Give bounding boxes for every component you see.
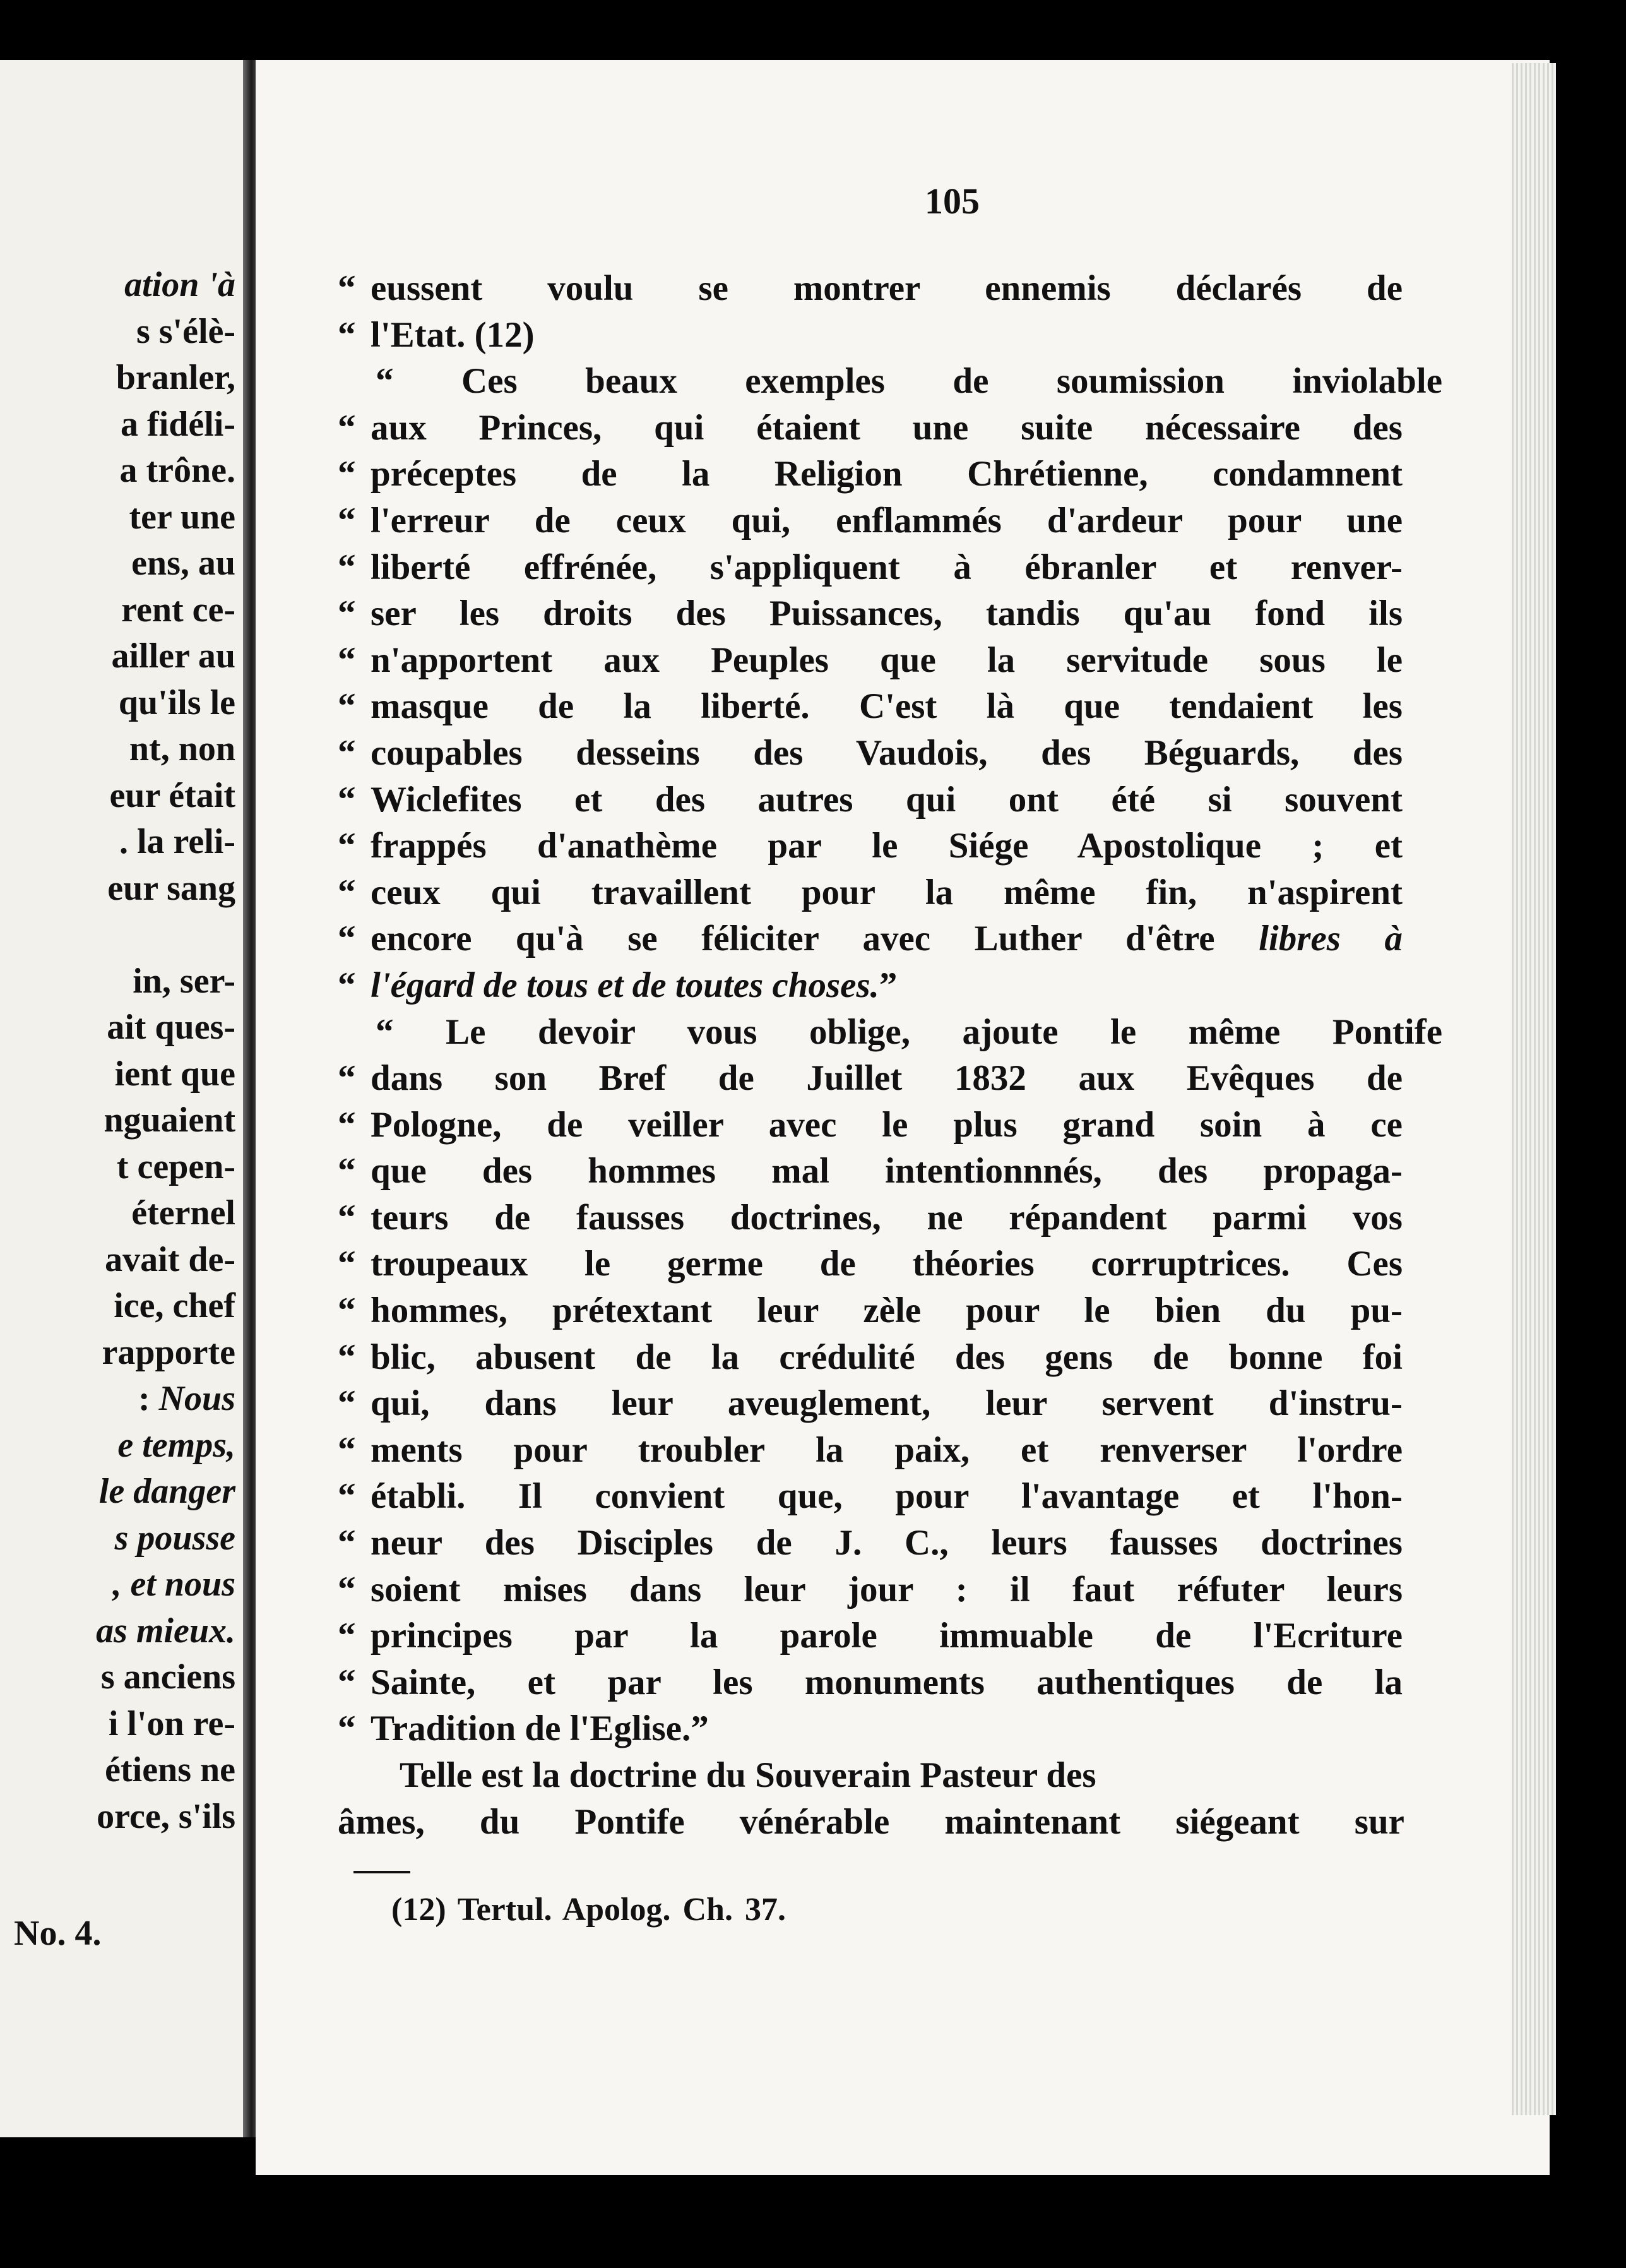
quote-mark: “ [338,1569,356,1609]
line-text: l'Etat. (12) [371,314,535,355]
signature-mark: No. 4. [14,1914,102,1953]
quote-mark: “ [338,268,356,308]
quote-mark: “ [338,1244,356,1284]
quote-mark: “ [338,1337,356,1377]
previous-page-line: nt, non [129,729,235,768]
quote-mark: “ [338,407,356,448]
previous-page-line: e temps, [117,1425,235,1465]
previous-page-line: branler, [116,358,235,397]
text-line [338,1473,1408,1520]
line-text: soient mises dans leur jour : il faut réfuter leurs [371,1569,1403,1609]
previous-page-line: a trône. [119,451,235,490]
text-line [338,1613,1408,1659]
text-line [338,869,1408,916]
line-text: blic, abusent de la crédulité des gens de bonne foi [371,1337,1403,1377]
text-line [338,777,1408,823]
text-line [338,637,1408,684]
line-text: établi. Il convient que, pour l'avantage et l'hon- [371,1476,1403,1517]
line-text: eussent voulu se montrer ennemis déclarés de [371,268,1403,308]
line-text: masque de la liberté. C'est là que tendaient les [371,686,1403,727]
previous-page-line: ation 'à [124,265,235,304]
previous-page-line: ailler au [111,636,235,676]
line-text: coupables desseins des Vaudois, des Béguards, des [371,732,1403,773]
previous-page-line: ter une [129,497,235,537]
line-text: ser les droits des Puissances, tandis qu'au fond ils [371,594,1403,634]
line-text: qui, dans leur aveuglement, leur servent d'instru- [371,1383,1403,1424]
quote-mark: “ [338,732,356,773]
previous-page-line: ens, au [131,544,235,583]
line-text: dans son Bref de Juillet 1832 aux Evêques de [371,1058,1403,1099]
quote-mark: “ [338,1197,356,1238]
line-text: l'égard de tous et de toutes choses.” [371,965,898,1005]
quote-mark: “ [338,454,356,494]
text-line [338,962,1408,1009]
quote-mark: “ [338,826,356,866]
line-text: ceux qui travaillent pour la même fin, n'aspirent [371,872,1403,912]
page-edges [1512,63,1556,2115]
line-text: teurs de fausses doctrines, ne répandent parmi vos [371,1197,1403,1238]
line-text: ments pour troubler la paix, et renverser l'ordre [371,1429,1403,1470]
previous-page-line: orce, s'ils [97,1796,235,1836]
line-text: Sainte, et par les monuments authentiques de la [371,1662,1403,1702]
text-line [338,1241,1408,1287]
previous-page-line: eur sang [107,868,235,908]
quote-mark: “ [338,1151,356,1191]
line-text: Wiclefites et des autres qui ont été si souvent [371,779,1403,820]
text-line [338,1287,1408,1334]
text-line [338,1659,1408,1706]
previous-page-line: rapporte [102,1332,235,1372]
line-text: préceptes de la Religion Chrétienne, condamnent [371,454,1403,494]
previous-page-line: as mieux. [96,1611,235,1650]
previous-page-line: rent ce- [121,590,235,630]
line-text: que des hommes mal intentionnnés, des propaga- [371,1151,1403,1191]
line-text: frappés d'anathème par le Siége Apostolique ; et [371,826,1403,866]
quote-mark: “ [338,1104,356,1145]
quote-mark: “ [338,314,356,355]
previous-page-line: s s'élè- [136,311,235,351]
quote-mark: “ [338,686,356,727]
previous-page-line: : Nous [138,1379,235,1418]
previous-page-line: s pousse [114,1518,235,1558]
line-text: l'erreur de ceux qui, enflammés d'ardeur pour une [371,500,1403,540]
text-line [338,358,1442,405]
previous-page-line: t cepen- [116,1147,235,1186]
text-line [338,1055,1408,1102]
previous-page-line: , et nous [112,1565,235,1604]
text-line [338,405,1408,451]
text-line [338,1334,1408,1381]
quote-mark: “ [338,547,356,587]
text-line [338,730,1408,777]
previous-page-line: nguaient [104,1101,235,1140]
previous-page-line: étiens ne [105,1750,235,1789]
previous-page-line: le danger [98,1472,235,1511]
text-line [338,265,1408,312]
text-line [338,1752,1408,1799]
line-text: Pologne, de veiller avec le plus grand soin à ce [371,1104,1403,1145]
quote-mark: “ [338,1383,356,1424]
quote-mark: “ [338,1662,356,1702]
quote-mark: “ [338,500,356,540]
quote-mark: “ [338,1709,356,1749]
previous-page-fragment [0,60,243,2137]
quote-mark: “ [338,594,356,634]
text-line [338,498,1408,544]
text-line [338,1427,1408,1474]
quote-mark: “ [338,779,356,820]
previous-page-line: ient que [114,1054,235,1094]
line-text: n'apportent aux Peuples que la servitude sous le [371,640,1403,680]
text-line [338,1102,1408,1149]
previous-page-line: eur était [109,775,235,815]
page-number: 105 [925,181,980,222]
text-line [338,1520,1408,1567]
previous-page-line: qu'ils le [118,683,235,722]
quote-mark: “ [338,965,356,1005]
line-text: Tradition de l'Eglise.” [371,1709,709,1749]
text-line [338,590,1408,637]
line-text: “ Le devoir vous oblige, ajoute le même Pontife [376,1012,1442,1052]
text-line [338,451,1408,498]
quote-mark: “ [338,1476,356,1517]
book-gutter [243,60,257,2137]
line-text: principes par la parole immuable de l'Ecriture [371,1616,1403,1656]
quote-mark: “ [338,1616,356,1656]
text-line [338,1195,1408,1241]
text-line [338,1148,1408,1195]
previous-page-line [0,912,235,958]
previous-page-line: ait ques- [107,1008,235,1047]
line-text: “ Ces beaux exemples de soumission inviolable [376,361,1442,402]
previous-page-line: a fidéli- [121,404,235,444]
previous-page-line: . la reli- [119,822,235,861]
previous-page-line: in, ser- [133,961,235,1001]
quote-mark: “ [338,1291,356,1331]
line-text: neur des Disciples de J. C., leurs fausses doctrines [371,1523,1403,1563]
text-line [338,1009,1442,1056]
body-text [338,265,1442,1845]
previous-page-line: i l'on re- [108,1704,235,1743]
previous-page-line: éternel [131,1193,235,1232]
line-text: liberté effrénée, s'appliquent à ébranler et renver- [371,547,1403,587]
book-page [256,60,1550,2175]
quote-mark: “ [338,872,356,912]
line-text: troupeaux le germe de théories corruptrices. Ces [371,1244,1403,1284]
text-line [338,823,1408,869]
quote-mark: “ [338,1058,356,1099]
quote-mark: “ [338,1523,356,1563]
text-line [338,683,1408,730]
previous-page-line: avait de- [105,1239,235,1279]
quote-mark: “ [338,640,356,680]
text-line [338,1567,1408,1613]
text-line [338,1380,1408,1427]
text-line [338,916,1408,962]
line-text: Telle est la doctrine du Souverain Pasteur des [400,1755,1096,1795]
previous-page-line: ice, chef [114,1286,235,1325]
previous-page-text [0,262,235,1840]
text-line [338,312,1408,359]
text-line [338,544,1408,591]
text-line [338,1705,1408,1752]
text-line [338,1799,1408,1846]
footnote: (12) Tertul. Apolog. Ch. 37. [391,1892,786,1928]
footnote-rule [353,1871,410,1873]
quote-mark: “ [338,919,356,959]
quote-mark: “ [338,1429,356,1470]
line-text: aux Princes, qui étaient une suite nécessaire des [371,407,1403,448]
line-text: âmes, du Pontife vénérable maintenant siégeant sur [338,1801,1404,1842]
line-text: hommes, prétextant leur zèle pour le bien du pu- [371,1291,1403,1331]
previous-page-line: s anciens [100,1657,235,1697]
line-text: encore qu'à se féliciter avec Luther d'être libres à [371,919,1403,959]
